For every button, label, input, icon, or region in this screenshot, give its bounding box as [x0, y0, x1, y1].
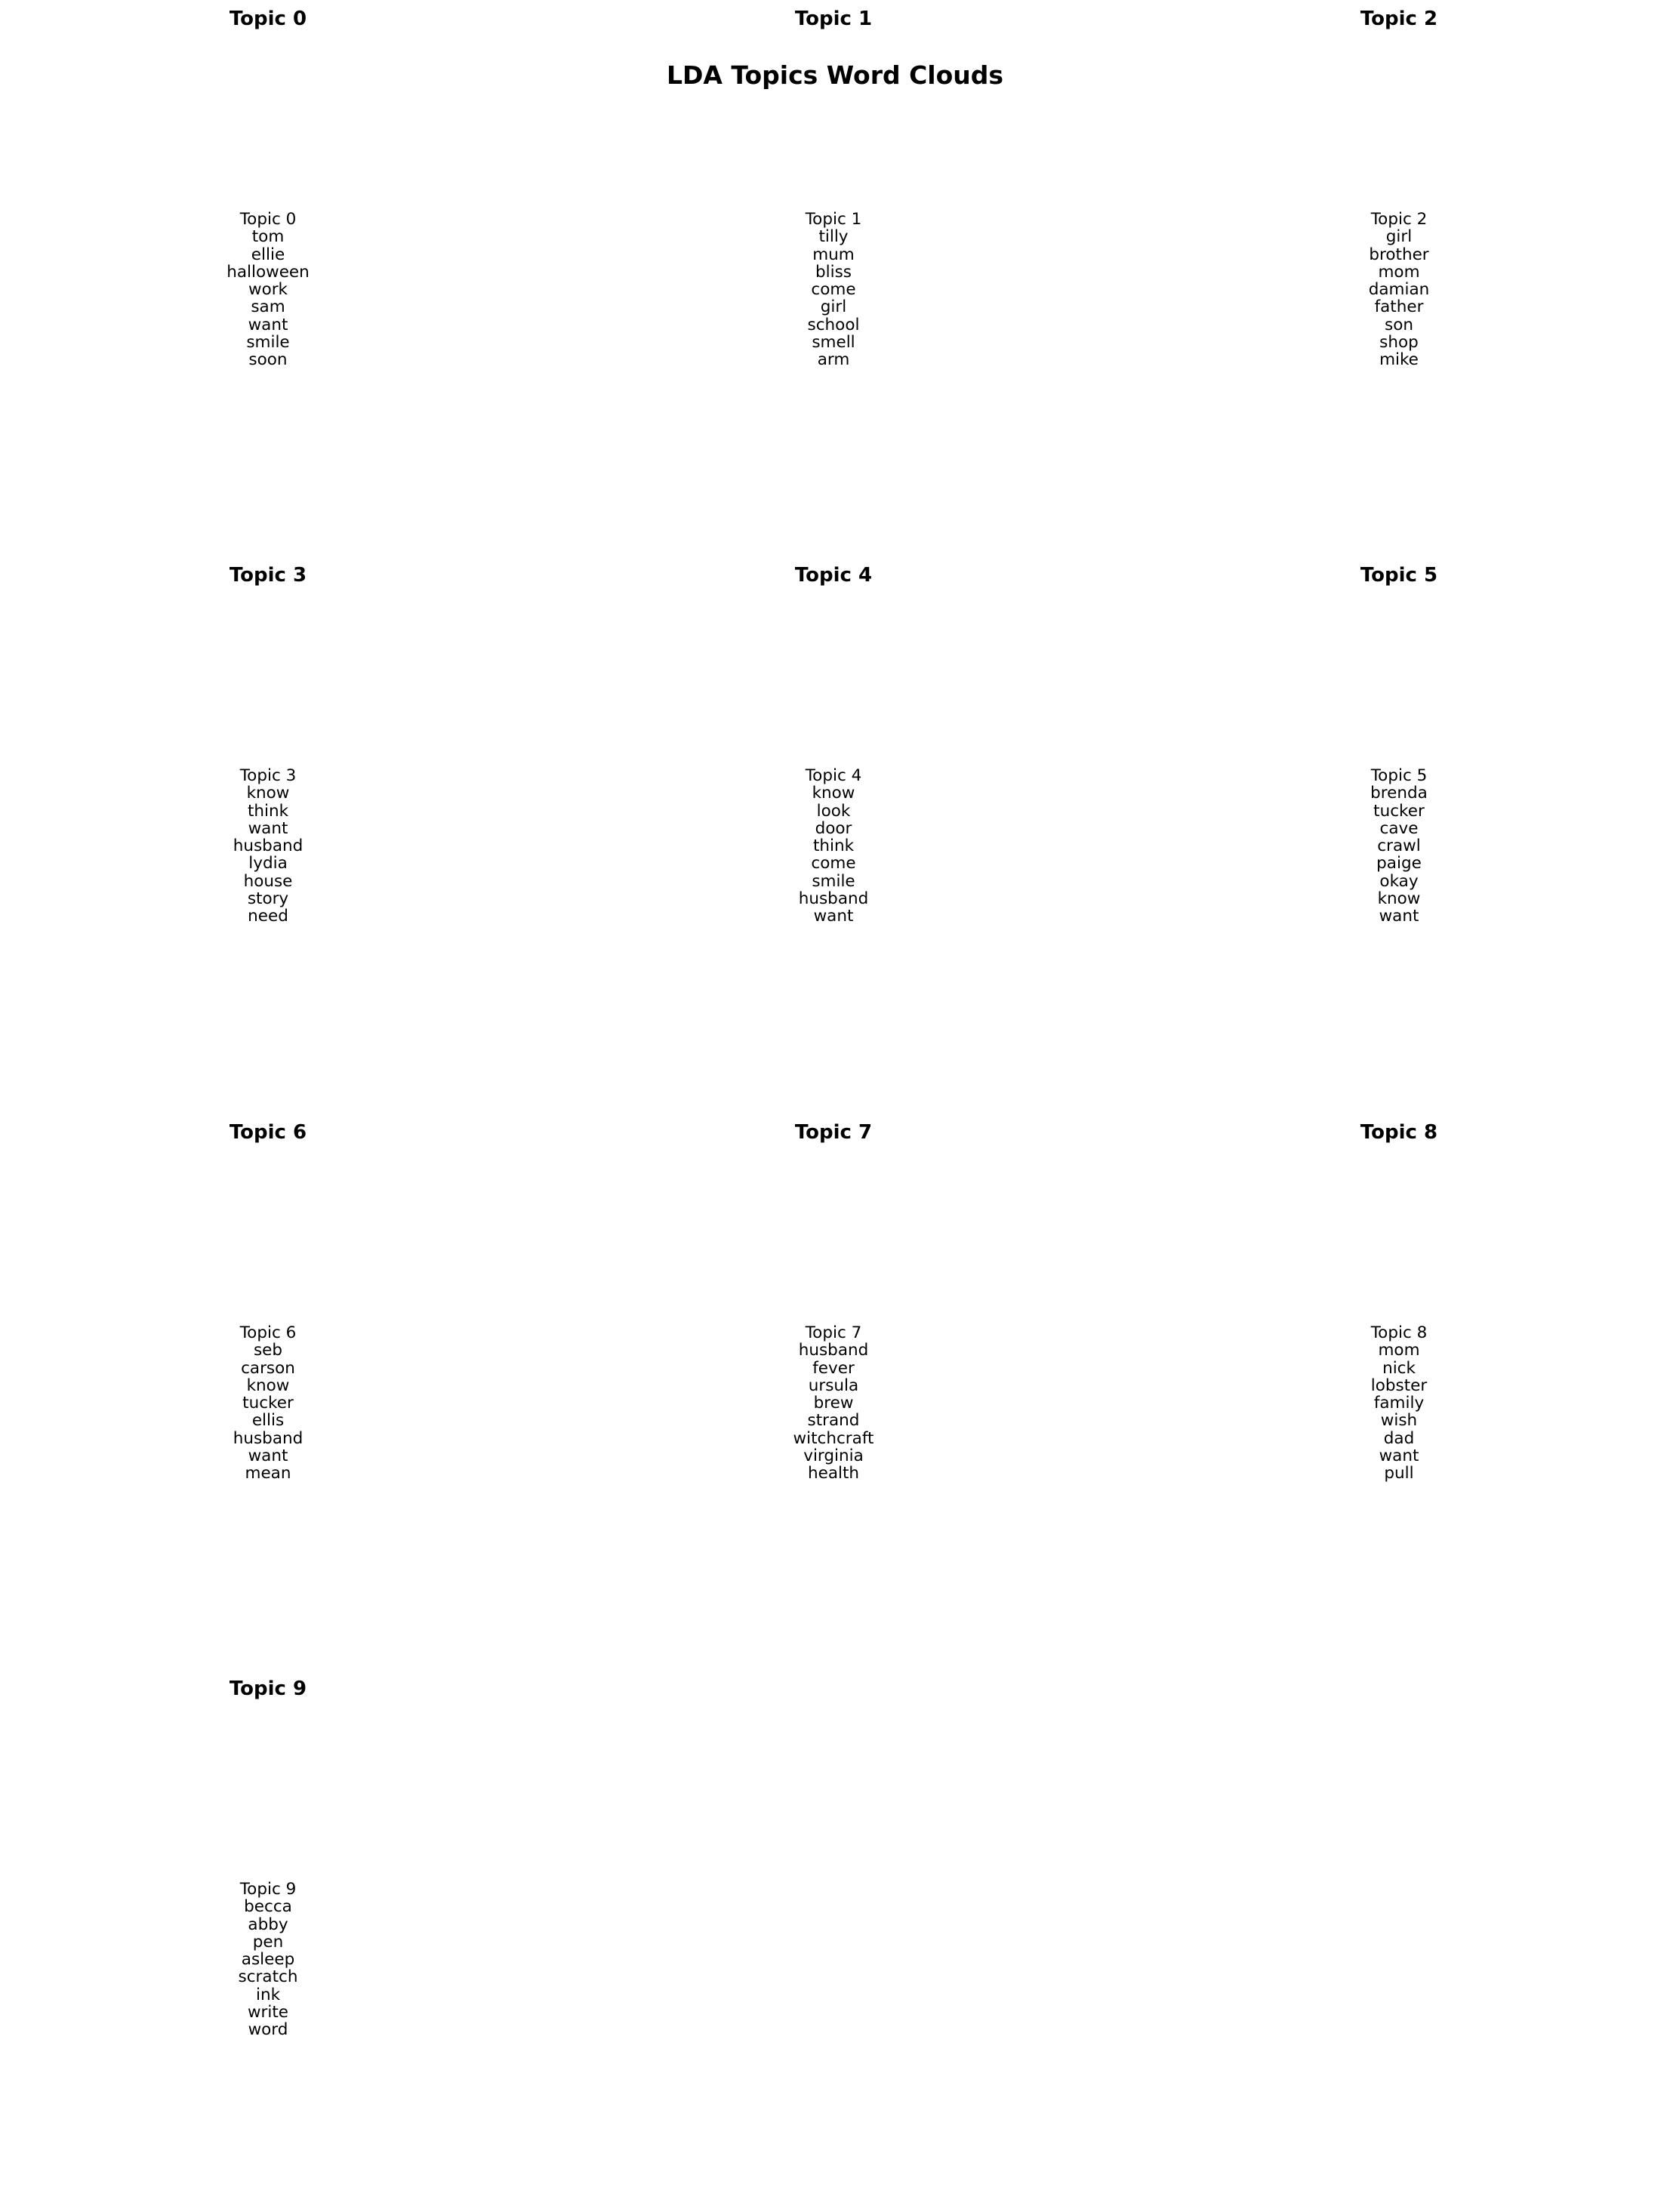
topic-word: girl [1385, 227, 1413, 247]
topic-title: Topic 4 [794, 564, 873, 587]
topic-word-cloud [117, 211, 419, 369]
topic-word: girl [820, 297, 847, 317]
topic-word-cloud [117, 1881, 419, 2039]
topic-word: mum [812, 245, 855, 264]
topic-word: work [248, 280, 288, 300]
topic-label: Topic 9 [239, 1880, 297, 1899]
topic-word: virginia [803, 1446, 864, 1466]
topic-title: Topic 3 [229, 564, 307, 587]
topic-word: know [246, 784, 290, 803]
topic-word: pen [252, 1932, 284, 1952]
topic-word: smile [812, 871, 855, 891]
topic-word: write [247, 2003, 289, 2023]
topic-word: wish [1380, 1411, 1418, 1431]
topic-label: Topic 6 [239, 1323, 297, 1342]
topic-word: want [248, 315, 288, 334]
topic-word: ink [255, 1985, 281, 2004]
topic-word: husband [233, 836, 303, 856]
topic-word: come [811, 280, 856, 300]
topic-word: mike [1379, 350, 1419, 370]
topic-word: carson [241, 1358, 295, 1378]
topic-word: husband [233, 1428, 303, 1448]
topic-word: strand [807, 1411, 860, 1431]
topic-word: mom [1378, 262, 1420, 282]
topic-word: ursula [808, 1376, 859, 1395]
topic-word-cloud [682, 211, 984, 369]
topic-word: ellis [251, 1411, 285, 1431]
topic-title: Topic 7 [794, 1121, 873, 1144]
topic-word: husband [798, 889, 869, 909]
topic-word: tucker [1373, 801, 1425, 821]
topic-title: Topic 8 [1360, 1121, 1438, 1144]
topic-label: Topic 7 [805, 1323, 862, 1342]
topic-word: sam [251, 297, 285, 317]
topic-title: Topic 5 [1360, 564, 1438, 587]
topic-word: asleep [241, 1950, 295, 1970]
topic-word: smile [246, 333, 290, 353]
topic-word: witchcraft [793, 1428, 874, 1448]
topic-word: want [1379, 1446, 1419, 1466]
topic-title: Topic 2 [1360, 8, 1438, 30]
topic-word: think [812, 836, 855, 856]
topic-label: Topic 3 [239, 766, 297, 785]
topic-title: Topic 9 [229, 1677, 307, 1700]
topic-word: want [248, 1446, 288, 1466]
topic-label: Topic 8 [1370, 1323, 1428, 1342]
topic-word: soon [248, 350, 288, 370]
topic-word: know [812, 784, 855, 803]
topic-label: Topic 1 [805, 210, 862, 229]
topic-word: bliss [815, 262, 852, 282]
topic-word: smell [812, 333, 855, 353]
topic-word: think [247, 801, 289, 821]
topic-word: okay [1379, 871, 1419, 891]
topic-word: door [815, 818, 852, 838]
topic-label: Topic 4 [805, 766, 862, 785]
topic-word-cloud [1248, 211, 1550, 369]
topic-word: know [246, 1376, 290, 1395]
topic-word-cloud [682, 1324, 984, 1483]
topic-word: ellie [251, 245, 285, 264]
topic-title: Topic 1 [794, 8, 873, 30]
topic-word: want [813, 907, 854, 926]
topic-word: tucker [242, 1394, 294, 1413]
topic-word: tom [251, 227, 285, 247]
topic-word: crawl [1377, 836, 1421, 856]
topic-word: cave [1379, 818, 1419, 838]
topic-word: story [247, 889, 289, 909]
topic-word: shop [1379, 333, 1419, 353]
topic-word: lydia [248, 854, 288, 873]
topic-word: becca [244, 1897, 292, 1917]
topic-word: son [1385, 315, 1413, 334]
topic-word-cloud [117, 767, 419, 926]
topic-word: brenda [1370, 784, 1428, 803]
topic-word-cloud [117, 1324, 419, 1483]
topic-word: halloween [226, 262, 310, 282]
topic-word: come [811, 854, 856, 873]
topic-word: look [816, 801, 851, 821]
topic-word: brew [813, 1394, 854, 1413]
topic-title: Topic 6 [229, 1121, 307, 1144]
topic-word: husband [798, 1341, 869, 1360]
topic-label: Topic 2 [1370, 210, 1428, 229]
topic-label: Topic 5 [1370, 766, 1428, 785]
topic-word: health [807, 1464, 860, 1483]
topic-word: need [248, 907, 288, 926]
topic-label: Topic 0 [239, 210, 297, 229]
topic-word: fever [812, 1358, 855, 1378]
topic-word: arm [817, 350, 850, 370]
topic-word: know [1377, 889, 1421, 909]
topic-word: family [1373, 1394, 1425, 1413]
topic-word: want [1379, 907, 1419, 926]
topic-word: school [807, 315, 860, 334]
topic-word: dad [1383, 1428, 1415, 1448]
topic-word: tilly [818, 227, 849, 247]
topic-word: mom [1378, 1341, 1420, 1360]
topic-word: scratch [238, 1967, 298, 1987]
topic-word: brother [1369, 245, 1429, 264]
topic-word: lobster [1370, 1376, 1428, 1395]
topic-word: mean [245, 1464, 291, 1483]
topic-word: seb [253, 1341, 283, 1360]
topic-word: father [1374, 297, 1424, 317]
topic-word-cloud [1248, 767, 1550, 926]
topic-word: abby [248, 1915, 288, 1934]
topic-word: want [248, 818, 288, 838]
topic-word: nick [1382, 1358, 1416, 1378]
topic-word: word [248, 2020, 288, 2040]
topic-word-cloud [1248, 1324, 1550, 1483]
topic-word: house [243, 871, 293, 891]
topic-word: damian [1368, 280, 1430, 300]
chart-title: LDA Topics Word Clouds [666, 60, 1004, 90]
topic-word-cloud [682, 767, 984, 926]
topic-word: pull [1384, 1464, 1414, 1483]
topic-word: paige [1376, 854, 1422, 873]
topic-title: Topic 0 [229, 8, 307, 30]
